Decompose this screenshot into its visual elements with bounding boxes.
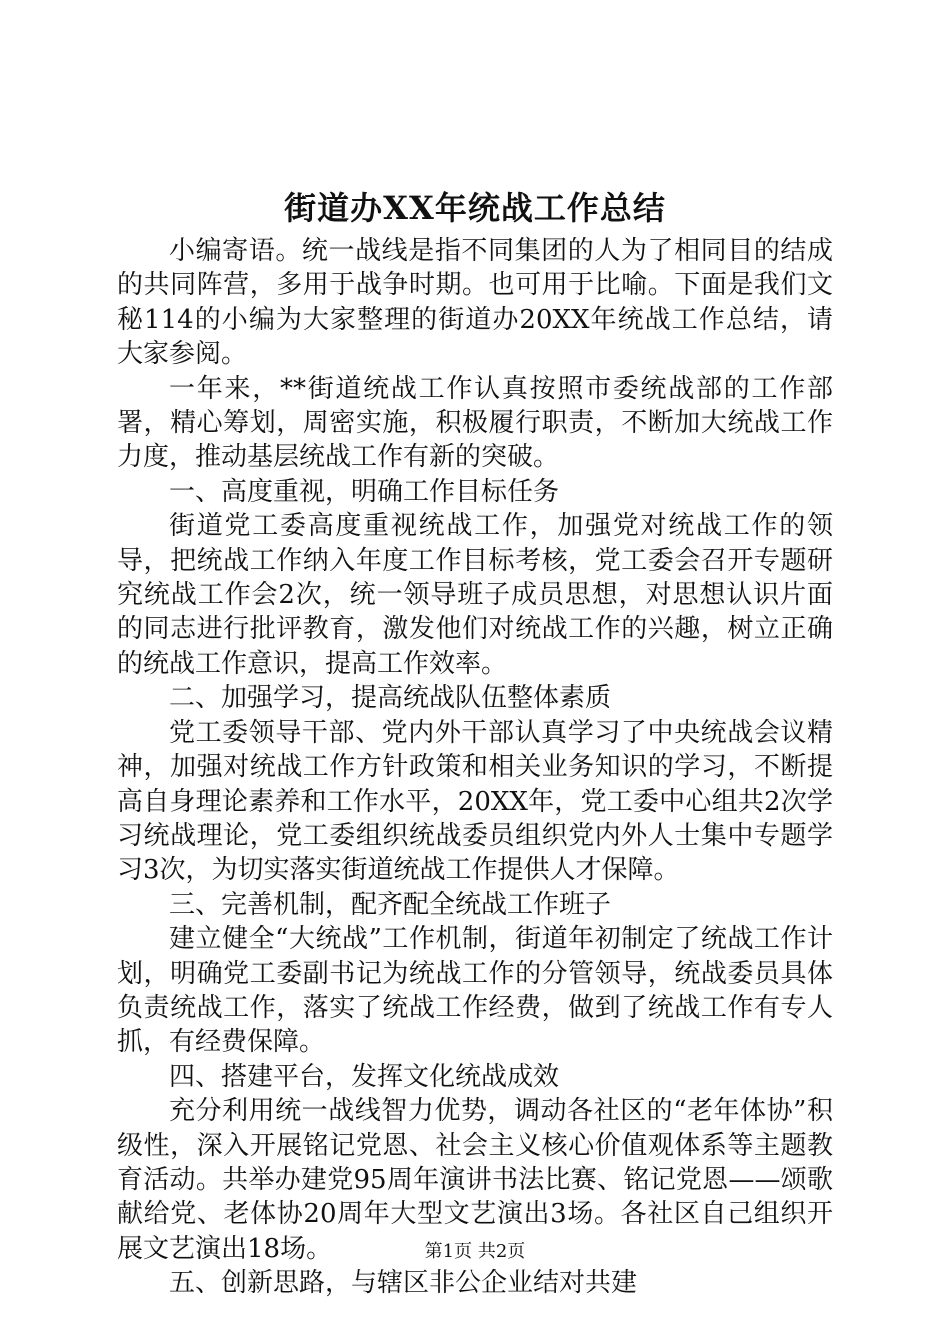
document-title: 街道办XX年统战工作总结 [284,189,666,227]
section-heading-5: 五、创新思路，与辖区非公企业结对共建 [169,1268,638,1299]
paragraph-intro: 小编寄语。统一战线是指不同集团的人为了相同目的结成的共同阵营，多用于战争时期。也可用于比喻。下面是我们文秘114的小编为大家整理的街道办20XX年统战工作总结，请大家参阅。 [117,236,833,370]
paragraph-section-1: 街道党工委高度重视统战工作，加强党对统战工作的领导，把统战工作纳入年度工作目标考核，党工委会召开专题研究统战工作会2次，统一领导班子成员思想，对思想认识片面的同志进行批评教育，激发他们对统战工作的兴趣，树立正确的统战工作意识，提高工作效率。 [117,511,833,679]
section-heading-1: 一、高度重视，明确工作目标任务 [169,476,560,507]
section-heading-4: 四、搭建平台，发挥文化统战成效 [169,1061,560,1092]
paragraph-section-2: 党工委领导干部、党内外干部认真学习了中央统战会议精神，加强对统战工作方针政策和相关业务知识的学习，不断提高自身理论素养和工作水平，20XX年，党工委中心组共2次学习统战理论，党工委组织统战委员组织党内外人士集中专题学习3次，为切实落实街道统战工作提供人才保障。 [117,717,833,886]
document-body [117,234,833,1301]
paragraph-section-3: 建立健全“大统战”工作机制，街道年初制定了统战工作计划，明确党工委副书记为统战工作的分管领导，统战委员具体负责统战工作，落实了统战工作经费，做到了统战工作有专人抓，有经费保障。 [117,924,833,1058]
paragraph-section-4: 充分利用统一战线智力优势，调动各社区的“老年体协”积级性，深入开展铭记党恩、社会主义核心价值观体系等主题教育活动。共举办建党95周年演讲书法比赛、铭记党恩——颂歌献给党、老体协20周年大型文艺演出3场。各社区自己组织开展文艺演出18场。 [117,1096,833,1264]
section-heading-2: 二、加强学习，提高统战队伍整体素质 [169,683,612,714]
page-number-footer: 第1页 共2页 [424,1241,526,1262]
section-heading-3: 三、完善机制，配齐配全统战工作班子 [169,889,612,920]
paragraph-overview: 一年来，**街道统战工作认真按照市委统战部的工作部署，精心筹划，周密实施，积极履行职责，不断加大统战工作力度，推动基层统战工作有新的突破。 [117,373,833,473]
